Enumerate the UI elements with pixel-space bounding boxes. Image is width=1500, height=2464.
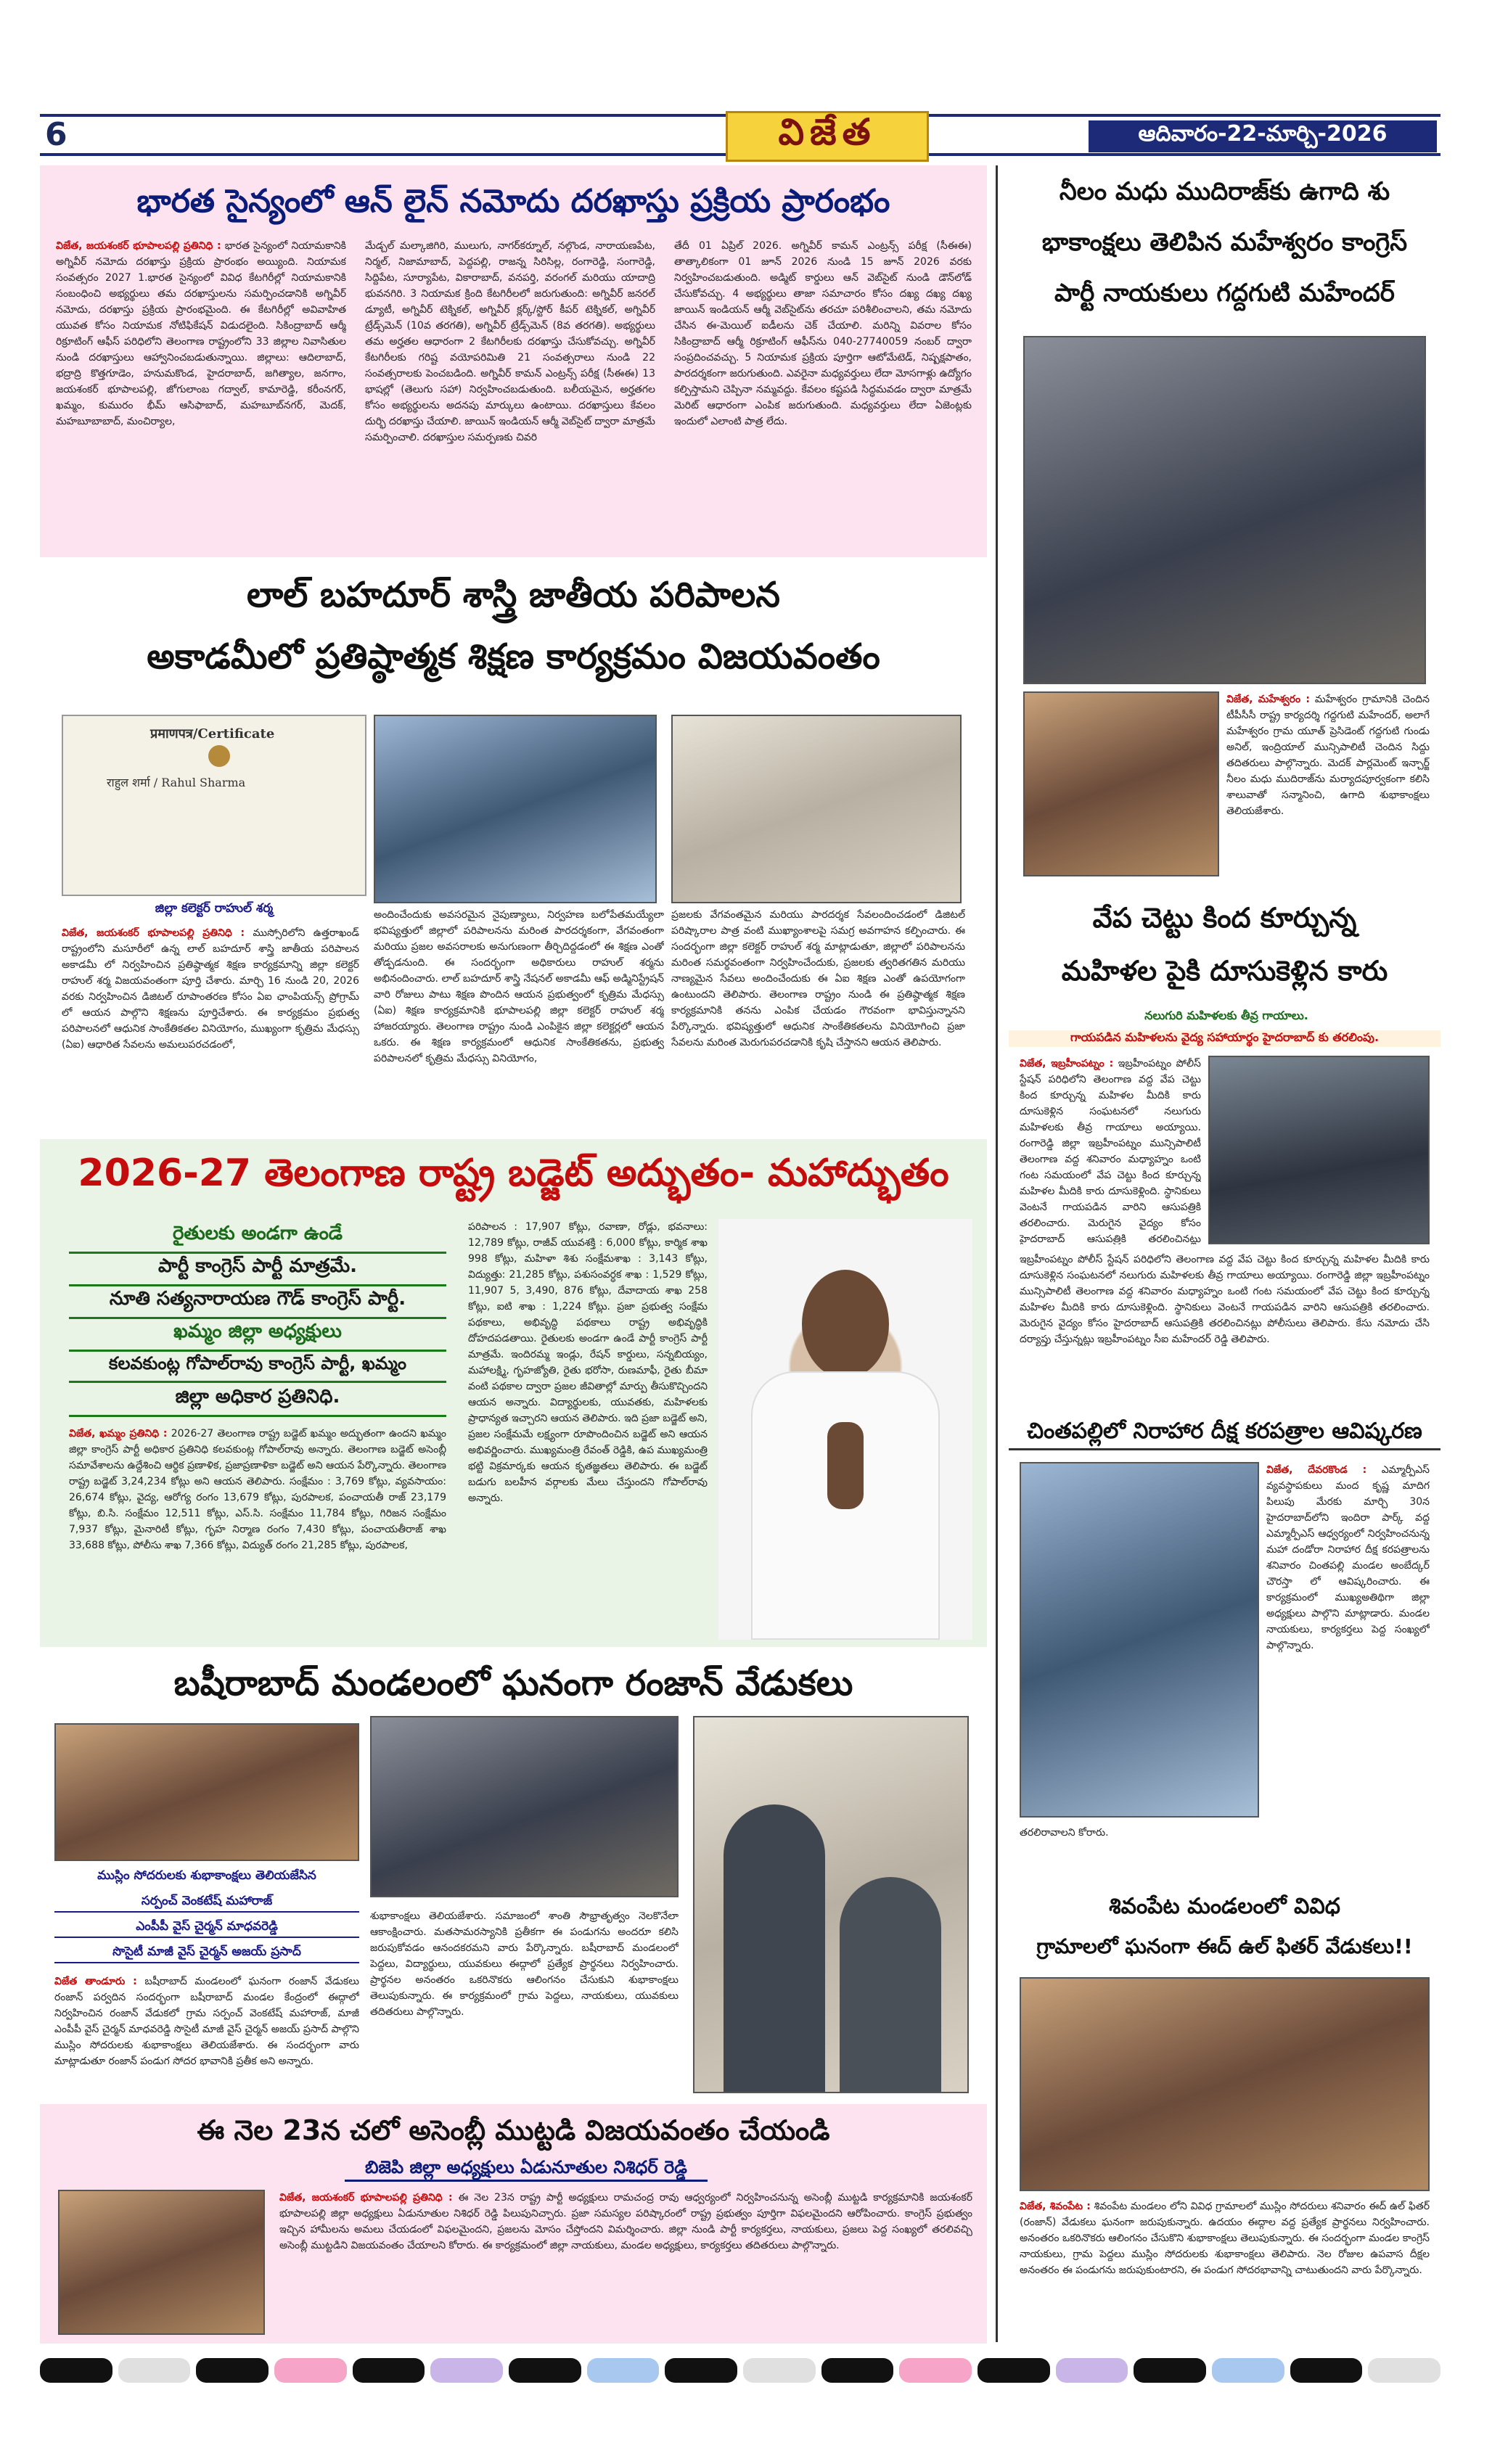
ramzan-group-photo (54, 1723, 359, 1861)
army-col-3: తేదీ 01 ఏప్రిల్ 2026. అగ్నివీర్ కామన్ ఎంట్రన్స్ పరీక్ష (సీఈఈ) తాత్కాలికంగా 01 జూన్ 2026 నుండి 15 జూన్ 2026 వరకు నిర్వహించబడుతుంది. అడ్మిట్ కార్డులు ఆన్ వెబ్‌సైట్ నుండి డౌన్‌లోడ్ చేసుకోవచ్చు. 4 అభ్యర్థులు తాజా సమాచారం కోసం దఖ్య దఖ్య దఖ్య జాయిన్ ఇండియన్ ఆర్మీ వెబ్‌సైట్‌ను తరచూ పరిశీలించాలని, తమ నమోదు చేసిన ఈ-మెయిల్ ఐడీలను చెక్ చేయాలి. మరిన్ని వివరాల కోసం సికింద్రాబాద్ ఆర్మీ రిక్రూటింగ్ ఆఫీస్‌ను 040-27740059 నంబర్ ద్వారా సంప్రదించవచ్చు. 5 నియామక ప్రక్రియ పూర్తిగా ఆటోమేటెడ్, నిష్పక్షపాతం, పారదర్శకంగా జరుగుతుంది. ఎవరైనా మధ్యవర్తులు లేదా మోసగాళ్లు ఉద్యోగం కల్పిస్తామని చెప్పినా నమ్మవద్దు. కేవలం కష్టపడి సిద్ధమవడం ద్వారా మాత్రమే మెరిట్ ఆధారంగా ఎంపిక జరుగుతుంది. మధ్యవర్తులు లేదా ఏజెంట్లకు ఇందులో ఎలాంటి పాత్ర లేదు. (674, 240, 972, 427)
mahesh-body (1226, 691, 1430, 876)
certificate-name: राहुल शर्मा / Rahul Sharma (107, 776, 246, 789)
assembly-body (279, 2190, 972, 2335)
army-col-2: మేడ్చల్ మల్కాజిగిరి, ములుగు, నాగర్‌కర్నూల్, నల్గొండ, నారాయణపేట, నిర్మల్, నిజామాబాద్, పెద్దపల్లి, రాజన్న సిరిసిల్ల, రంగారెడ్డి, సంగారెడ్డి, సిద్దిపేట, సూర్యాపేట, వికారాబాద్, వనపర్తి, వరంగల్ మరియు యాదాద్రి భువనగిరి. 3 నియామక క్రింది కేటగిరీలలో జరుగుతుంది: అగ్నివీర్ జనరల్ డ్యూటీ, అగ్నివీర్ టెక్నికల్, అగ్నివీర్ క్లర్క్/స్టోర్ కీపర్ టెక్నికల్, అగ్నివీర్ ట్రేడ్స్‌మెన్ (10వ తరగతి), అగ్నివీర్ ట్రేడ్స్‌మెన్ (8వ తరగతి). అభ్యర్థులు తమ అర్హతల ఆధారంగా 2 కేటగిరీలకు దరఖాస్తు చేసుకోవచ్చు. అగ్నివీర్ కేటగిరీలకు గరిష్ట వయోపరిమితి 21 సంవత్సరాలు నుండి 22 సంవత్సరాలకు పెంచబడింది. అగ్నివీర్ కామన్ ఎంట్రన్స్ పరీక్ష (సీఈఈ) 13 భాషల్లో (తెలుగు సహా) నిర్వహించబడుతుంది. బలీయమైన, అర్హతగల కోసం అభ్యర్థులను అదనపు మార్కులు ఉంటాయి. దరఖాస్తులు కేవలం దుర్భి దరఖాస్తు చేయాలి. జాయిన్ ఇండియన్ ఆర్మీ వెబ్‌సైట్ ద్వారా మాత్రమే సమర్పించాలి. దరఖాస్తుల సమర్పణకు చివరి (365, 240, 655, 443)
budget-sub-2: పార్టీ కాంగ్రెస్ పార్టీ మాత్రమే. (69, 1255, 446, 1286)
mahesh-headline-line3: పార్టీ నాయకులు గద్దగుటి మహేందర్ (1054, 279, 1395, 308)
vepa-dateline: విజేత, ఇబ్రహీంపట్నం : (1020, 1058, 1114, 1069)
mahesh-body-text: మహేశ్వరం గ్రామానికి చెందిన టీపీసీసీ రాష్ట్ర కార్యదర్శి గద్దగుటి మహేందర్, అలాగే మహేశ్వరం గ్రామ యూత్ ప్రెసిడెంట్ గద్దగుటి గుండు అనిల్, ఇంద్రియాల్ మున్సిపాలిటీ చెందిన సిద్దు తదితరులు పాల్గొన్నారు. మెదక్ పార్లమెంట్ ఇన్చార్జ్ నీలం మధు ముదిరాజ్‌ను మర్యాదపూర్వకంగా కలిసి శాలువాతో సన్మానించి, ఉగాది శుభాకాంక్షలు తెలియజేశారు. (1226, 694, 1430, 817)
budget-col-1-text: 2026-27 తెలంగాణ రాష్ట్ర బడ్జెట్ ఖమ్మం అద్భుతంగా ఉందని ఖమ్మం జిల్లా కాంగ్రెస్ పార్టీ అధికార ప్రతినిధి కలవకుంట్ల గోపాల్‌రావు అన్నారు. తెలంగాణ బడ్జెట్ అసెంబ్లీ సమావేశాలను ఉద్దేశించి ఆర్థిక ప్రణాళిక, ప్రజాప్రణాళికా బడ్జెట్ అని ఆయన పేర్కొన్నారు. తెలంగాణ రాష్ట్ర బడ్జెట్ 3,24,234 కోట్లు అని ఆయన తెలిపారు. సంక్షేమం : 3,769 కోట్లు, వ్యవసాయం: 26,674 కోట్లు, వైద్య, ఆరోగ్య రంగం 13,679 కోట్లు, పురపాలక, పంచాయతీ రాజ్ 23,179 కోట్లు, బి.సి. సంక్షేమం 12,511 కోట్లు, ఎస్.సి. సంక్షేమం 11,784 కోట్లు, గిరిజన సంక్షేమం 7,937 కోట్లు, మైనారిటీ కోట్లు, గృహ నిర్మాణ రంగం 7,430 కోట్లు, పంచాయతీరాజ్ శాఖ 33,688 కోట్లు, పోలీసు శాఖ 7,366 కోట్లు, విద్యుత్ రంగం 21,285 కోట్లు, పురపాలక, (69, 1428, 446, 1551)
ramzan-prayer-photo (370, 1716, 679, 1897)
child-right (840, 1877, 941, 2093)
newspaper-logo: విజేత (726, 111, 929, 162)
chintapalli-body (1266, 1462, 1430, 1818)
shivampet-headline-line1: శివంపేట మండలంలో వివిధ (1109, 1894, 1340, 1919)
basheerabad-col-2: శుభాకాంక్షలు తెలియజేశారు. సమాజంలో శాంతి సౌభ్రాతృత్వం నెలకొనేలా ఆకాంక్షించారు. మతసామరస్యానికి ప్రతీకగా ఈ పండుగను అందరూ కలిసి జరుపుకోవడం ఆనందకరమని వారు పేర్కొన్నారు. బషీరాబాద్ మండలంలో పెద్దలు, విద్యార్థులు, యువకులు ఈద్గాలో ప్రత్యేక ప్రార్థనలు నిర్వహించారు. ప్రార్థనల అనంతరం ఒకరినొకరు ఆలింగనం చేసుకుని శుభాకాంక్షలు తెలుపుకున్నారు. ఈ కార్యక్రమంలో గ్రామ పెద్దలు, నాయకులు, యువకులు తదితరులు పాల్గొన్నారు. (370, 1910, 679, 2018)
assembly-body-text: ఈ నెల 23న రాష్ట్ర పార్టీ అధ్యక్షులు రామచంద్ర రావు ఆధ్వర్యంలో నిర్వహించనున్న అసెంబ్లీ ముట్టడి కార్యక్రమానికి జయశంకర్ భూపాలపల్లి జిల్లా అధ్యక్షులు ఏడునూతుల నిశిధర్ రెడ్డి పిలుపునిచ్చారు. ప్రజా సమస్యల పరిష్కారంలో రాష్ట్ర ప్రభుత్వం పూర్తిగా విఫలమైందని ఆరోపించారు. కాంగ్రెస్ ప్రభుత్వం ఇచ్చిన హామీలను అమలు చేయడంలో విఫలమైందని, ప్రజలను మోసం చేస్తోందని విమర్శించారు. జిల్లా నుండి పార్టీ కార్యకర్తలు, నాయకులు, ప్రజలు పెద్ద సంఖ్యలో తరలివచ్చి అసెంబ్లీ ముట్టడిని విజయవంతం చేయాలని కోరారు. ఈ కార్యక్రమంలో జిల్లా నాయకులు, మండల అధ్యక్షులు, కార్యకర్తలు తదితరులు పాల్గొన్నారు. (279, 2192, 972, 2251)
budget-col-1 (69, 1426, 446, 1636)
shivampet-dateline: విజేత, శివంపేట : (1020, 2201, 1091, 2212)
basheerabad-headline: బషీరాబాద్ మండలంలో ఘనంగా రంజాన్ వేడుకలు (173, 1663, 853, 1704)
budget-article (40, 1139, 987, 1647)
assembly-photo (58, 2190, 265, 2335)
chintapalli-tail: తరలిరావాలని కోరారు. (1020, 1827, 1109, 1839)
basheerabad-caption-1: ముస్లిం సోదరులకు శుభాకాంక్షలు తెలియజేసిన (97, 1868, 316, 1883)
mahesh-group-photo (1023, 336, 1426, 684)
vepa-col-left (1020, 1056, 1201, 1244)
vepa-sub-caption: గాయపడిన మహిళలను వైద్య సహాయార్థం హైదరాబాద్ కు తరలింపు. (1009, 1030, 1440, 1047)
budget-sub-1: రైతులకు అండగా ఉండే (69, 1223, 446, 1254)
lecture-photo (374, 715, 657, 903)
assembly-dateline: విజేత, జయశంకర్ భూపాలపల్లి ప్రతినిధి : (279, 2192, 453, 2204)
lbsnaa-headline-line1: లాల్ బహదూర్ శాస్త్రి జాతీయ పరిపాలన (247, 575, 780, 615)
mahesh-headline-line2: భాకాంక్షలు తెలిపిన మహేశ్వరం కాంగ్రెస్ (1041, 228, 1408, 257)
basheerabad-col-1 (54, 1974, 359, 2090)
basheerabad-caption-2: సర్పంచ్ వెంకటేష్ మహారాజ్ (54, 1894, 359, 1913)
color-calibration-bar (40, 2358, 1440, 2383)
issue-date: ఆదివారం-22-మార్చి-2026 (1089, 120, 1437, 152)
assembly-headline: ఈ నెల 23న చలో అసెంబ్లీ ముట్టడి విజయవంతం చేయండి (197, 2114, 830, 2146)
lbsnaa-col-3: ప్రజలకు వేగవంతమైన మరియు పారదర్శక సేవలందించడంలో డిజిటల్ పరిష్కారాల పాత్ర వంటి ముఖ్యాంశాలపై సమగ్ర అవగాహన కల్పించారు. ఈ సందర్భంగా జిల్లా కలెక్టర్ రాహుల్ శర్మ మాట్లాడుతూ, జిల్లాలో పరిపాలనను మరింత సమర్థవంతంగా నిర్వహించేందుకు, ప్రజలకు త్వరితగతిన మరియు నాణ్యమైన సేవలు అందించేందుకు ఈ ఏఐ శిక్షణ ఎంతో ఉపయోగంగా ఉంటుందని తెలిపారు. తెలంగాణ రాష్ట్రం నుండి ఈ ప్రతిష్ఠాత్మక శిక్షణ కార్యక్రమానికి తనను ఎంపిక చేయడం గౌరవంగా భావిస్తున్నానని పేర్కొన్నారు. భవిష్యత్తులో ఆధునిక సాంకేతికతలను వినియోగించి ప్రజా సేవలను మరింత మెరుగుపరచడానికి కృషి చేస్తానని ఆయన తెలిపారు. (671, 909, 965, 1048)
chintapalli-photo (1020, 1462, 1259, 1818)
shivampet-body (1020, 2198, 1430, 2336)
chintapalli-article (1009, 1408, 1440, 1886)
vepa-headline-line2: మహిళల పైకి దూసుకెళ్లిన కారు (1061, 955, 1388, 987)
mahesh-dateline: విజేత, మహేశ్వరం : (1226, 694, 1310, 705)
shivampet-article (1009, 1886, 1440, 2344)
budget-sub-5: కలవకుంట్ల గోపాల్‌రావు కాంగ్రెస్ పార్టీ, ఖమ్మం (69, 1353, 446, 1383)
assembly-subhead: బిజెపి జిల్లా అధ్యక్షులు ఏడునూతుల నిశిధర్ రెడ్డి (345, 2155, 708, 2182)
mahesh-article (1009, 165, 1440, 884)
budget-sub-4: ఖమ్మం జిల్లా అధ్యక్షులు (69, 1321, 446, 1352)
lbsnaa-headline-line2: అకాడమీలో ప్రతిష్ఠాత్మక శిక్షణ కార్యక్రమం విజయవంతం (147, 636, 880, 677)
vepa-body-wide: ఇబ్రహీంపట్నం పోలీస్ స్టేషన్ పరిధిలోని తెలంగాణ వద్ద వేప చెట్టు కింద కూర్చున్న మహిళల మీదికి కారు దూసుకెళ్లిన సంఘటనలో నలుగురు మహిళలకు తీవ్ర గాయాలు అయ్యాయి. రంగారెడ్డి జిల్లా ఇబ్రహీంపట్నం మున్సిపాలిటీ తెలంగాణ వద్ద శనివారం మధ్యాహ్నం ఒంటి గంట సమయంలో వేప చెట్టు కింద కూర్చున్న మహిళల మీదికి కారు దూసుకెళ్లింది. స్థానికులు వెంటనే గాయపడిన వారిని ఆసుపత్రికి తరలించారు. మెరుగైన వైద్యం కోసం హైదరాబాద్ ఆసుపత్రికి తరలించినట్లు పోలీసులు తెలిపారు. కేసు నమోదు చేసి దర్యాప్తు చేస్తున్నట్లు ఇబ్రహీంపట్నం సీఐ మహేందర్ రెడ్డి తెలిపారు. (1020, 1254, 1430, 1345)
children-photo (693, 1716, 969, 2093)
lbsnaa-col-2: అందించేందుకు అవసరమైన నైపుణ్యాలు, నిర్వహణ బలోపేతమయ్యేలా భవిష్యత్తులో జిల్లాలో పరిపాలనను మరింత పారదర్శకంగా, వేగవంతంగా మరియు ప్రజల అవసరాలకు అనుగుణంగా తీర్చిదిద్దడంలో ఈ శిక్షణ ఎంతో తోడ్పడనుంది. ఈ సందర్భంగా అధికారులు రాహుల్ శర్మను అభినందించారు. లాల్ బహదూర్ శాస్త్రి నేషనల్ అకాడమీ ఆఫ్ అడ్మినిస్ట్రేషన్ వారి రోజులు పాటు శిక్షణ పొందిన ఆయన ప్రభుత్వంలో కృత్రిమ మేధస్సు (ఏఐ) శిక్షణ కార్యక్రమానికి భూపాలపల్లి జిల్లా కలెక్టర్ రాహుల్ శర్మ హాజరయ్యారు. తెలంగాణ రాష్ట్రం నుండి ఎంపికైన జిల్లా కలెక్టర్లలో ఆయన ఒకరు. ఈ శిక్షణ కార్యక్రమంలో ఆధునిక సాంకేతికతను, ప్రభుత్వ పరిపాలనలో కృత్రిమ మేధస్సు వినియోగం, (374, 909, 664, 1064)
lbsnaa-col-1-text: ముస్సోరిలోని ఉత్తరాఖండ్ రాష్ట్రంలోని మసూరీలో ఉన్న లాల్ బహదూర్ శాస్త్రి జాతీయ పరిపాలన అకాడమీ లో నిర్వహించిన ప్రతిష్ఠాత్మక శిక్షణ కార్యక్రమాన్ని జిల్లా కలెక్టర్ రాహుల్ శర్మ విజయవంతంగా పూర్తి చేశారు. మార్చి 16 నుండి 20, 2026 వరకు నిర్వహించిన డిజిటల్ రూపాంతరణ కోసం ఏఐ ఛాంపియన్స్ ప్రోగ్రామ్ లో ఆయన పాల్గొని శిక్షణను పూర్తిచేశారు. ఈ కార్యక్రమం ప్రభుత్వ పరిపాలనలో ఆధునిక సాంకేతికతల వినియోగం, ముఖ్యంగా కృత్రిమ మేధస్సు (ఏఐ) ఆధారిత సేవలను అమలుపరచడంలో, (62, 927, 359, 1051)
budget-headline: 2026-27 తెలంగాణ రాష్ట్ర బడ్జెట్ అద్భుతం- మహాద్భుతం (78, 1151, 949, 1195)
leader-portrait (718, 1219, 972, 1640)
vepa-body-text: ఇబ్రహీంపట్నం పోలీస్ స్టేషన్ పరిధిలోని తెలంగాణ వద్ద వేప చెట్టు కింద కూర్చున్న మహిళల మీదికి కారు దూసుకెళ్లిన సంఘటనలో నలుగురు మహిళలకు తీవ్ర గాయాలు అయ్యాయి. రంగారెడ్డి జిల్లా ఇబ్రహీంపట్నం మున్సిపాలిటీ తెలంగాణ వద్ద శనివారం మధ్యాహ్నం ఒంటి గంట సమయంలో వేప చెట్టు కింద కూర్చున్న మహిళల మీదికి కారు దూసుకెళ్లింది. స్థానికులు వెంటనే గాయపడిన వారిని ఆసుపత్రికి తరలించారు. మెరుగైన వైద్యం కోసం హైదరాబాద్ ఆసుపత్రికి తరలించినట్లు (1020, 1058, 1201, 1244)
shivampet-body-text: శివంపేట మండలం లోని వివిధ గ్రామాలలో ముస్లిం సోదరులు శనివారం ఈద్ ఉల్ ఫితర్ (రంజాన్) వేడుకలు ఘనంగా జరుపుకున్నారు. ఉదయం ఈద్గాల వద్ద ప్రత్యేక ప్రార్థనలు నిర్వహించారు. అనంతరం ఒకరినొకరు ఆలింగనం చేసుకొని శుభాకాంక్షలు తెలుపుకున్నారు. ఈ సందర్భంగా మండల కాంగ్రెస్ నాయకులు, గ్రామ పెద్దలు ముస్లిం సోదరులకు శుభాకాంక్షలు తెలిపారు. నెల రోజుల ఉపవాస దీక్షల అనంతరం ఈ పండుగను జరుపుకుంటారని, ఈ పండుగ సోదరభావాన్ని చాటుతుందని వారు పేర్కొన్నారు. (1020, 2201, 1430, 2276)
leader-hands (827, 1422, 864, 1509)
army-article (40, 165, 987, 557)
page-number: 6 (45, 116, 67, 153)
certificate-title: प्रमाणपत्र/Certificate (150, 726, 275, 742)
lbsnaa-col-1 (62, 925, 359, 1125)
certificate-seal (208, 745, 230, 767)
child-left (724, 1804, 825, 2093)
certificate-photo (62, 715, 366, 896)
chintapalli-dateline: విజేత, దేవరకొండ : (1266, 1464, 1367, 1476)
mahesh-headline-line1: నీలం మధు ముదిరాజ్‌కు ఉగాది శు (1059, 177, 1390, 206)
basheerabad-article (40, 1654, 987, 2097)
budget-col-2: పరిపాలన : 17,907 కోట్లు, రవాణా, రోడ్లు, భవనాలు: 12,789 కోట్లు, రాజీవ్ యువశక్తి : 6,000 కోట్లు, కార్మిక శాఖ 998 కోట్లు, మహిళా శిశు సంక్షేమశాఖ : 3,143 కోట్లు, విద్యుత్తు: 21,285 కోట్లు, పశుసంవర్ధక శాఖ : 1,529 కోట్లు, 11,907 5, 3,490, 876 కోట్లు, దేవాదాయ శాఖ 258 కోట్లు, ఐటి శాఖ : 1,224 కోట్లు. ప్రజా ప్రభుత్వ సంక్షేమ పథకాలు, అభివృద్ధి పథకాలు రాష్ట్ర అభివృద్ధికి దోహదపడతాయి. రైతులకు అండగా ఉండే పార్టీ కాంగ్రెస్ పార్టీ మాత్రమే. ఇందిరమ్మ ఇండ్లు, రేషన్ కార్డులు, సన్నబియ్యం, మహాలక్ష్మి, గృహజ్యోతి, రైతు భరోసా, రుణమాఫీ, రైతు బీమా వంటి పథకాల ద్వారా ప్రజల జీవితాల్లో మార్పు తీసుకొచ్చిందని ఆయన అన్నారు. విద్యార్థులకు, యువతకు, మహిళలకు ప్రాధాన్యత ఇచ్చారని ఆయన తెలిపారు. ఇది ప్రజా బడ్జెట్ అని, ప్రజల సంక్షేమమే లక్ష్యంగా రూపొందించిన బడ్జెట్ అని ఆయన అభివర్ణించారు. ముఖ్యమంత్రి రేవంత్ రెడ్డికి, ఉప ముఖ్యమంత్రి భట్టి విక్రమార్కకు ఆయన కృతజ్ఞతలు తెలిపారు. ఈ బడ్జెట్ బడుగు బలహీన వర్గాలకు మేలు చేస్తుందని గోపాల్‌రావు అన్నారు. (468, 1221, 708, 1504)
army-col-1-text: భారత సైన్యంలో నియామకానికి అగ్నివీర్ నమోదు దరఖాస్తు ప్రక్రియ ప్రారంభం అయ్యింది. నియామక సంవత్సరం 2027 1.భారత సైన్యంలో వివిధ కేటగిరీల్లో నియామకానికి సంబంధించి అభ్యర్థులు తమ దరఖాస్తులను సమర్పించడానికి అగ్నివీర్ నమోదు, దరఖాస్తు ప్రక్రియ ప్రారంభమైంది. ఈ కేటగిరీల్లో అవివాహిత యువత కోసం నియామక నోటిఫికేషన్ విడుదలైంది. సికింద్రాబాద్ ఆర్మీ రిక్రూటింగ్ ఆఫీస్ పరిధిలోని తెలంగాణ రాష్ట్రంలోని 33 జిల్లాల నివాసితుల నుండి దరఖాస్తులు ఆహ్వానించబడుతున్నాయి. జిల్లాలు: ఆదిలాబాద్, భద్రాద్రి కొత్తగూడెం, హనుమకొండ, హైదరాబాద్, జగిత్యాల, జనగాం, జయశంకర్ భూపాలపల్లి, జోగులాంబ గద్వాల్, కామారెడ్డి, కరీంనగర్, ఖమ్మం, కుమురం భీమ్ ఆసిఫాబాద్, మహబూబ్‌నగర్, మెదక్, మహబూబాబాద్, మంచిర్యాల, (56, 240, 346, 427)
crashed-car-photo (1208, 1056, 1430, 1244)
vepa-photo-caption: నలుగురి మహిళలకు తీవ్ర గాయాలు. (1144, 1009, 1308, 1022)
lbsnaa-article (40, 566, 987, 1132)
mahesh-felicitation-photo (1023, 691, 1219, 876)
classroom-photo (671, 715, 962, 903)
basheerabad-caption-3: ఎంపీపీ వైస్ చైర్మన్ మాధవరెడ్డి (54, 1919, 359, 1938)
army-dateline: విజేత, జయశంకర్ భూపాలపల్లి ప్రతినిధి : (56, 240, 221, 252)
lbsnaa-dateline: విజేత, జయశంకర్ భూపాలపల్లి ప్రతినిధి : (62, 927, 245, 939)
vepa-article (1009, 889, 1440, 1404)
army-headline: భారత సైన్యంలో ఆన్ లైన్ నమోదు దరఖాస్తు ప్రక్రియ ప్రారంభం (136, 183, 890, 220)
budget-sub-6: జిల్లా అధికార ప్రతినిధి. (69, 1386, 446, 1417)
collector-caption: జిల్లా కలెక్టర్ రాహుల్ శర్మ (155, 901, 274, 916)
basheerabad-dateline: విజేత తాండూరు : (54, 1976, 137, 1987)
basheerabad-caption-4: సొసైటీ మాజీ వైస్ చైర్మన్ అజయ్ ప్రసాద్ (54, 1944, 359, 1963)
shivampet-photo (1020, 1977, 1430, 2191)
chintapalli-headline: చింతపల్లిలో నిరాహార దీక్ష కరపత్రాల ఆవిష్కరణ (1009, 1415, 1440, 1450)
basheerabad-col-1-text: బషీరాబాద్ మండలంలో ఘనంగా రంజాన్ వేడుకలు రంజాన్ పర్వదిన సందర్భంగా బషీరాబాద్ మండల కేంద్రంలో ఈద్గాలో నిర్వహించిన రంజాన్ వేడుకలో గ్రామ సర్పంచ్ వెంకటేష్ మహారాజ్, మాజీ ఎంపీపీ వైస్ చైర్మన్ మాధవరెడ్డి సొసైటీ మాజీ వైస్ చైర్మన్ అజయ్ ప్రసాద్ పాల్గొని ముస్లిం సోదరులకు శుభాకాంక్షలు తెలియజేశారు. ఈ సందర్భంగా వారు మాట్లాడుతూ రంజాన్ పండుగ సోదర భావానికి ప్రతీక అని అన్నారు. (54, 1976, 359, 2067)
shivampet-headline-line2: గ్రామాలలో ఘనంగా ఈద్ ఉల్ ఫితర్ వేడుకలు!! (1036, 1934, 1413, 1958)
assembly-article (40, 2104, 987, 2344)
leader-head (802, 1270, 889, 1379)
budget-dateline: విజేత, ఖమ్మం ప్రతినిధి : (69, 1428, 168, 1440)
army-col-1 (56, 238, 346, 543)
chintapalli-body-text: ఎమ్మార్పీఎస్ వ్యవస్థాపకులు మంద కృష్ణ మాదిగ పిలుపు మేరకు మార్చి 30న హైదరాబాద్‌లోని ఇందిరా పార్క్ వద్ద ఎమ్మార్పీఎస్ ఆధ్వర్యంలో నిర్వహించనున్న మహా దండోరా నిరాహార దీక్ష కరపత్రాలను శనివారం చింతపల్లి మండల అంబేద్కర్ చౌరస్తా లో ఆవిష్కరించారు. ఈ కార్యక్రమంలో ముఖ్యఅతిథిగా జిల్లా అధ్యక్షులు పాల్గొని మాట్లాడారు. మండల నాయకులు, కార్యకర్తలు పెద్ద సంఖ్యలో పాల్గొన్నారు. (1266, 1464, 1430, 1651)
column-divider (996, 165, 998, 2342)
budget-sub-3: నూతి సత్యనారాయణ గౌడ్ కాంగ్రెస్ పార్టీ. (69, 1288, 446, 1319)
vepa-headline-line1: వేప చెట్టు కింద కూర్చున్న (1092, 902, 1357, 934)
